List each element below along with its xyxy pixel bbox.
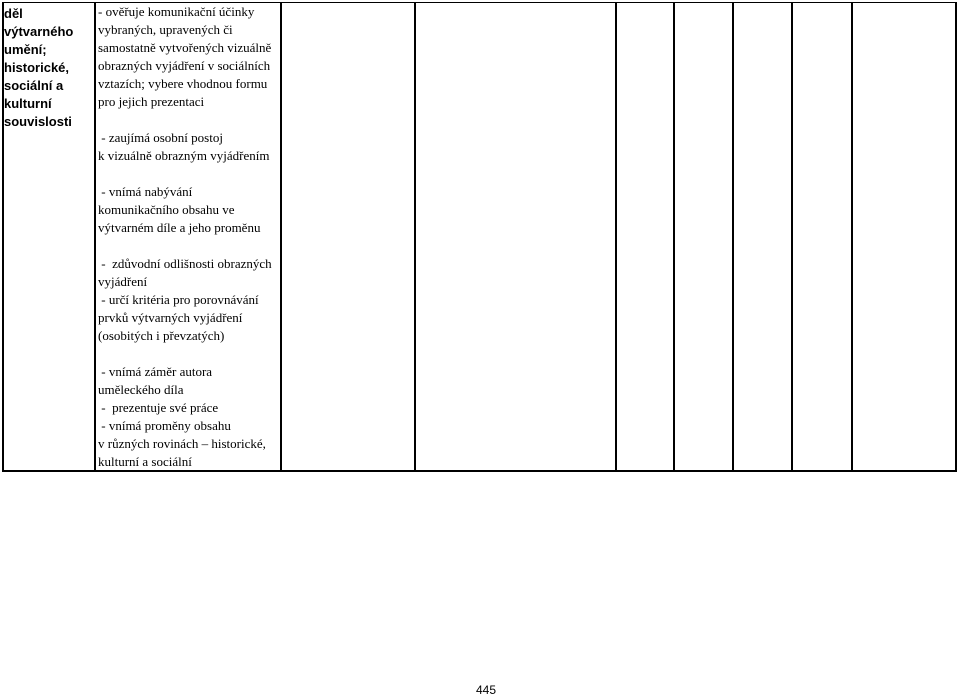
column-divider [851,2,853,472]
outcome-line: v různých rovinách – historické, [98,436,266,451]
page-number: 445 [476,683,497,697]
outcome-line: k vizuálně obrazným vyjádřením [98,148,270,163]
outcome-line: kulturní a sociální [98,454,192,469]
outcome-group [98,129,282,165]
column-divider [791,2,793,472]
column-divider [732,2,734,472]
column-divider [615,2,617,472]
column-divider [673,2,675,472]
outcome-line: - vnímá proměny obsahu [98,418,231,433]
outcome-line: - ověřuje komunikační účinky [98,4,255,19]
outcome-group [98,255,282,345]
outcome-line: - zaujímá osobní postoj [98,130,223,145]
outcomes-cell [98,3,282,471]
outcome-line: vyjádření [98,274,148,289]
outcome-group [98,183,282,237]
outcome-line: - zdůvodní odlišnosti obrazných [98,256,272,271]
column-divider [94,2,96,472]
outcome-group [98,3,282,111]
outcome-line: samostatně vytvořených vizuálně [98,40,272,55]
outcome-line: komunikačního obsahu ve [98,202,235,217]
outcome-group [98,363,282,471]
outcome-line: (osobitých i převzatých) [98,328,225,343]
outcome-line: vztazích; vybere vhodnou formu [98,76,268,91]
outcome-line: prvků výtvarných vyjádření [98,310,243,325]
outcome-line: - prezentuje své práce [98,400,219,415]
topic-cell: děl výtvarného umění; historické, sociální a kulturní souvislosti [4,6,74,129]
column-divider [414,2,416,472]
outcome-line: - vnímá nabývání [98,184,193,199]
outcome-line: vybraných, upravených či [98,22,233,37]
column-divider [955,2,957,472]
outcome-line: - určí kritéria pro porovnávání [98,292,259,307]
outcome-line: výtvarném díle a jeho proměnu [98,220,261,235]
outcome-line: uměleckého díla [98,382,184,397]
outcome-line: obrazných vyjádření v sociálních [98,58,271,73]
outcome-line: - vnímá záměr autora [98,364,213,379]
outcome-line: pro jejich prezentaci [98,94,205,109]
